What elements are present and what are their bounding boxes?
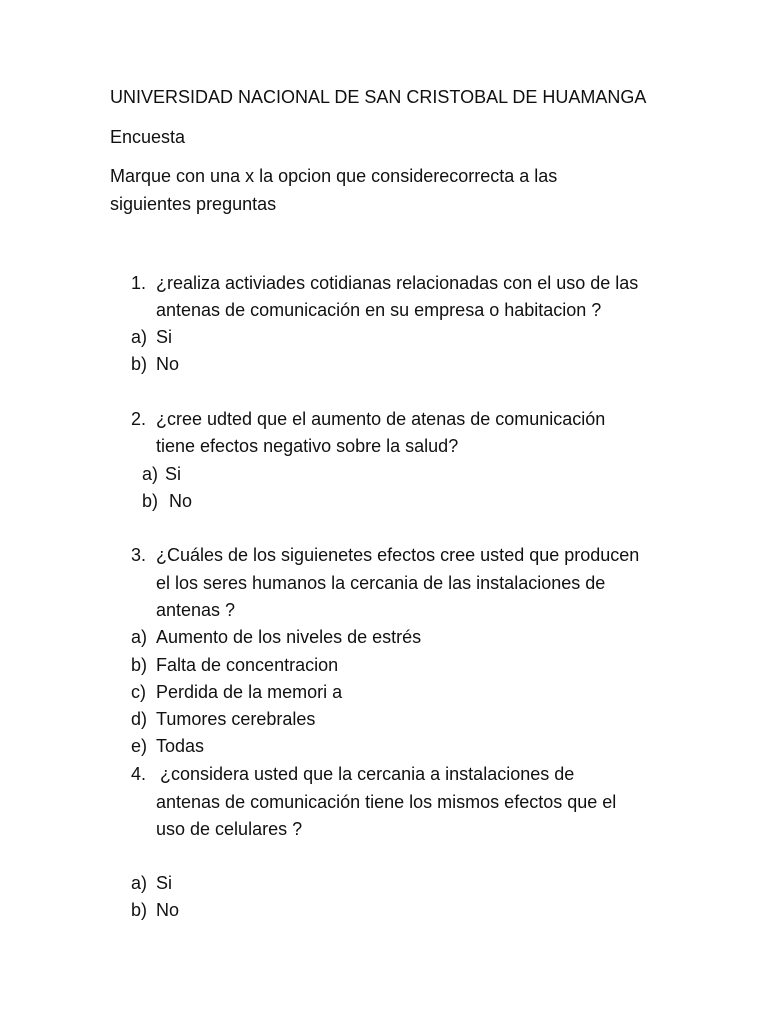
question-1-number: 1.	[131, 273, 147, 293]
question-3-option-b-marker: b)	[131, 655, 148, 675]
question-3-number: 3.	[131, 545, 147, 565]
question-2-option-a-text: Si	[165, 464, 182, 484]
instruction-line-1: Marque con una x la opcion que considerecorrecta a las	[110, 166, 558, 186]
question-3-option-a-marker: a)	[131, 627, 148, 647]
question-3-option-c-text: Perdida de la memori a	[156, 682, 343, 702]
question-3-option-d-text: Tumores cerebrales	[156, 709, 316, 729]
question-1-text-line-1: ¿realiza activiades cotidianas relacionadas con el uso de las	[156, 273, 639, 293]
question-3-text-line-2: el los seres humanos la cercania de las instalaciones de	[156, 573, 606, 593]
question-3-option-d-marker: d)	[131, 709, 148, 729]
survey-title: Encuesta	[110, 127, 186, 147]
question-1-text-line-2: antenas de comunicación en su empresa o habitacion ?	[156, 300, 602, 320]
question-4-option-a-text: Si	[156, 873, 173, 893]
question-4-option-a-marker: a)	[131, 873, 148, 893]
question-2-option-b-marker: b)	[142, 491, 159, 511]
question-2-text-line-1: ¿cree udted que el aumento de atenas de comunicación	[156, 409, 606, 429]
question-1-option-a-marker: a)	[131, 327, 148, 347]
question-3-option-c-marker: c)	[131, 682, 146, 702]
question-4-option-b-text: No	[156, 900, 180, 920]
question-1-option-b-text: No	[156, 354, 180, 374]
question-4-text-line-1: ¿considera usted que la cercania a instalaciones de	[160, 764, 575, 784]
university-name: UNIVERSIDAD NACIONAL DE SAN CRISTOBAL DE HUAMANGA	[110, 87, 647, 107]
question-4-text-line-3: uso de celulares ?	[156, 819, 303, 839]
question-3-option-e-text: Todas	[156, 736, 205, 756]
question-3-text-line-3: antenas ?	[156, 600, 236, 620]
instruction-line-2: siguientes preguntas	[110, 194, 277, 214]
question-3-option-e-marker: e)	[131, 736, 148, 756]
question-2-option-a-marker: a)	[142, 464, 159, 484]
question-2-option-b-text: No	[169, 491, 193, 511]
question-4-option-b-marker: b)	[131, 900, 148, 920]
question-4-text-line-2: antenas de comunicación tiene los mismos efectos que el	[156, 792, 617, 812]
question-1-option-b-marker: b)	[131, 354, 148, 374]
question-2-number: 2.	[131, 409, 147, 429]
question-2-text-line-2: tiene efectos negativo sobre la salud?	[156, 436, 459, 456]
question-3-text-line-1: ¿Cuáles de los siguienetes efectos cree usted que producen	[156, 545, 640, 565]
question-4-number: 4.	[131, 764, 147, 784]
question-3-option-a-text: Aumento de los niveles de estrés	[156, 627, 422, 647]
question-3-option-b-text: Falta de concentracion	[156, 655, 339, 675]
question-1-option-a-text: Si	[156, 327, 173, 347]
